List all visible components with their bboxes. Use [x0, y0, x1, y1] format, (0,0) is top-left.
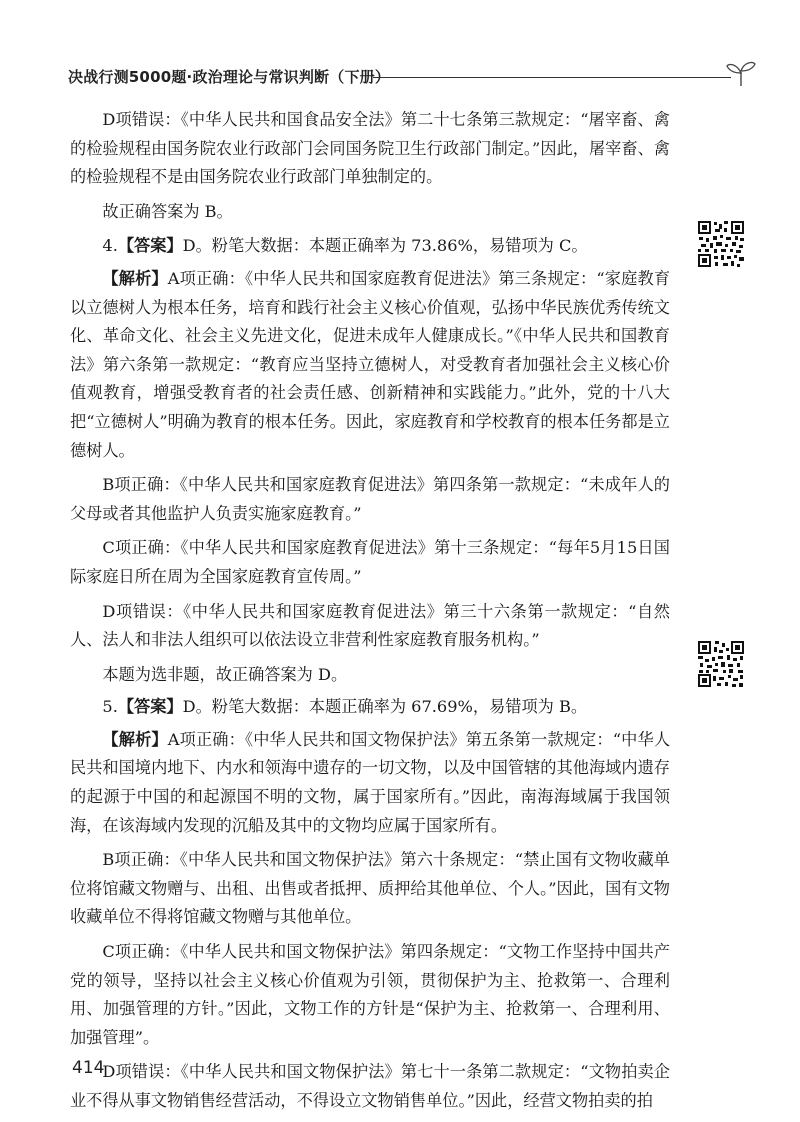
answer-5: 5.【答案】D。粉笔大数据：本题正确率为 67.69%，易错项为 B。 [102, 697, 588, 717]
analysis-tag: 【解析】 [102, 268, 168, 288]
paragraph-d-food-safety: D项错误：《中华人民共和国食品安全法》第二十七条第三款规定：“屠宰畜、禽的检验规程由国务院农业行政部门会同国务院卫生行政部门制定。”因此，屠宰畜、禽的检验规程不是由国务院农业行政部门单独制定的。 [70, 110, 670, 187]
qr-code-icon[interactable] [697, 640, 745, 688]
running-header [68, 58, 758, 94]
paragraph-d-cultural-relics: D项错误：《中华人民共和国文物保护法》第七十一条第二款规定：“文物拍卖企业不得从事文物销售经营活动，不得设立文物销售单位。”因此，经营文物拍卖的拍 [70, 1062, 670, 1110]
answer-tag: 【答案】 [117, 697, 183, 717]
page-number: 414 [72, 1058, 105, 1078]
paragraph-answer-4-conclusion: 本题为选非题，故正确答案为 D。 [102, 664, 348, 684]
book-title: 决战行测5000题·政治理论与常识判断（下册） [68, 68, 391, 86]
header-rule [373, 77, 731, 78]
page-body [70, 106, 670, 1122]
paragraph-d-family-education: D项错误：《中华人民共和国家庭教育促进法》第三十六条第一款规定：“自然人、法人和非法人组织可以依法设立非营利性家庭教育服务机构。” [70, 601, 670, 650]
analysis-5: 【解析】A项正确：《中华人民共和国文物保护法》第五条第一款规定：“中华人民共和国境内地下、内水和领海中遗存的一切文物，以及中国管辖的其他海域内遗存的起源于中国的和起源国不明的文物，属于国家所有。”因此，南海海域属于我国领海，在该海域内发现的沉船及其中的文物均应属于国家所有。 [70, 729, 671, 835]
paragraph-c-family-education: C项正确：《中华人民共和国家庭教育促进法》第十三条规定：“每年5月15日国际家庭日所在周为全国家庭教育宣传周。” [70, 538, 670, 586]
paragraph-b-family-education: B项正确：《中华人民共和国家庭教育促进法》第四条第一款规定：“未成年人的父母或者其他监护人负责实施家庭教育。” [70, 475, 670, 523]
answer-tag: 【答案】 [117, 236, 183, 256]
answer-4: 4.【答案】D。粉笔大数据：本题正确率为 73.86%，易错项为 C。 [102, 236, 588, 256]
paragraph-answer-3: 故正确答案为 B。 [102, 201, 233, 221]
paragraph-b-cultural-relics: B项正确：《中华人民共和国文物保护法》第六十条规定：“禁止国有文物收藏单位将馆藏文物赠与、出租、出售或者抵押、质押给其他单位、个人。”因此，国有文物收藏单位不得将馆藏文物赠与其他单位。 [70, 850, 670, 927]
qr-code-icon[interactable] [697, 220, 745, 268]
paragraph-c-cultural-relics: C项正确：《中华人民共和国文物保护法》第四条规定：“文物工作坚持中国共产党的领导，坚持以社会主义核心价值观为引领，贯彻保护为主、抢救第一、合理利用、加强管理的方针。”因此，文物工作的方针是“保护为主、抢救第一、合理利用、加强管理”。 [70, 942, 670, 1047]
sprout-icon [724, 58, 758, 88]
analysis-tag: 【解析】 [102, 729, 168, 749]
analysis-4: 【解析】A项正确：《中华人民共和国家庭教育促进法》第三条规定：“家庭教育以立德树人为根本任务，培育和践行社会主义核心价值观，弘扬中华民族优秀传统文化、革命文化、社会主义先进文化，促进未成年人健康成长。”《中华人民共和国教育法》第六条第一款规定：“教育应当坚持立德树人，对受教育者加强社会主义核心价值观教育，增强受教育者的社会责任感、创新精神和实践能力。”此外，党的十八大把“立德树人”明确为教育的根本任务。因此，家庭教育和学校教育的根本任务都是立德树人。 [70, 268, 671, 460]
